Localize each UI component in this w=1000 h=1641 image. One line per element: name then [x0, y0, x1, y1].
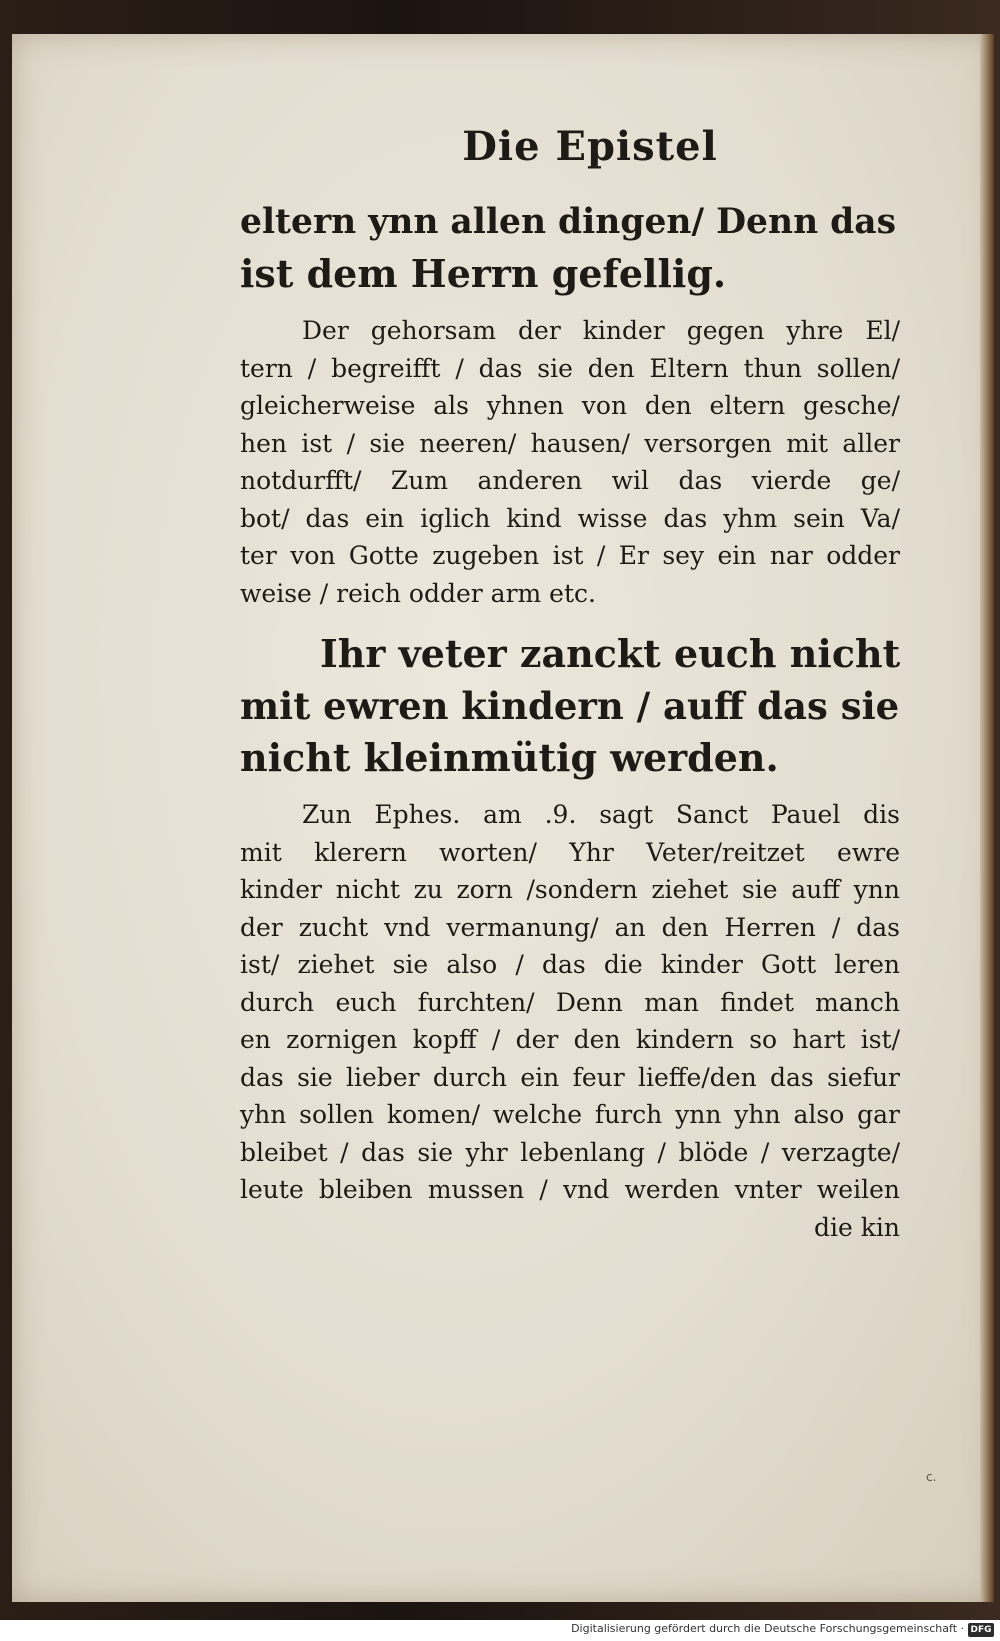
text-line: eltern ynn allen dingen/ Denn das [240, 202, 897, 242]
section-heading: nicht kleinmütig werden. [240, 735, 779, 780]
text-line: tern / begreifft / das sie den Eltern thun sollen/ [240, 353, 900, 383]
text-line: gleicherweise als yhnen von den eltern gesche/ [240, 391, 900, 420]
catchword: die kin [814, 1212, 900, 1242]
text-line: en zornigen kopff / der den kindern so hart ist/ [240, 1025, 900, 1054]
text-line: bot/ das ein iglich kind wisse das yhm sein Va/ [240, 503, 900, 533]
section-heading: Ihr veter zanckt euch nicht [320, 631, 901, 676]
dfg-logo: DFG [968, 1623, 994, 1637]
text-line: hen ist / sie neeren/ hausen/ versorgen mit aller [240, 428, 900, 458]
running-head: Die Epistel [462, 123, 718, 170]
text-line: ist/ ziehet sie also / das die kinder Gott leren [240, 950, 900, 979]
text-line: der zucht vnd vermanung/ an den Herren / das [240, 912, 900, 942]
text-line: das sie lieber durch ein feur lieffe/den das siefur [240, 1062, 900, 1092]
text-line: Der gehorsam der kinder gegen yhre El/ [302, 316, 900, 345]
page-text [240, 120, 900, 1246]
text-line: kinder nicht zu zorn /sondern ziehet sie auff ynn [240, 875, 900, 904]
text-line: leute bleiben mussen / vnd werden vnter weilen [240, 1175, 900, 1204]
text-line: notdurfft/ Zum anderen wil das vierde ge/ [240, 466, 900, 495]
text-line: bleibet / das sie yhr lebenlang / blöde / verzagte/ [240, 1137, 900, 1167]
footer-bar [0, 1620, 1000, 1641]
text-line: mit klerern worten/ Yhr Veter/reitzet ewre [240, 837, 900, 867]
text-line: ter von Gotte zugeben ist / Er sey ein nar odder [240, 541, 900, 570]
text-line: weise / reich odder arm etc. [240, 578, 596, 608]
margin-mark: c. [926, 1470, 937, 1484]
text-line: durch euch furchten/ Denn man findet manch [240, 987, 900, 1017]
text-line: Zun Ephes. am .9. sagt Sanct Pauel dis [302, 800, 900, 829]
section-heading: mit ewren kindern / auff das sie [240, 684, 900, 728]
text-line: ist dem Herrn gefellig. [240, 251, 727, 296]
text-line: yhn sollen komen/ welche furch ynn yhn also gar [240, 1100, 900, 1129]
funding-credit: Digitalisierung gefördert durch die Deutsche Forschungsgemeinschaft · [571, 1622, 964, 1635]
page-edge [980, 34, 994, 1602]
